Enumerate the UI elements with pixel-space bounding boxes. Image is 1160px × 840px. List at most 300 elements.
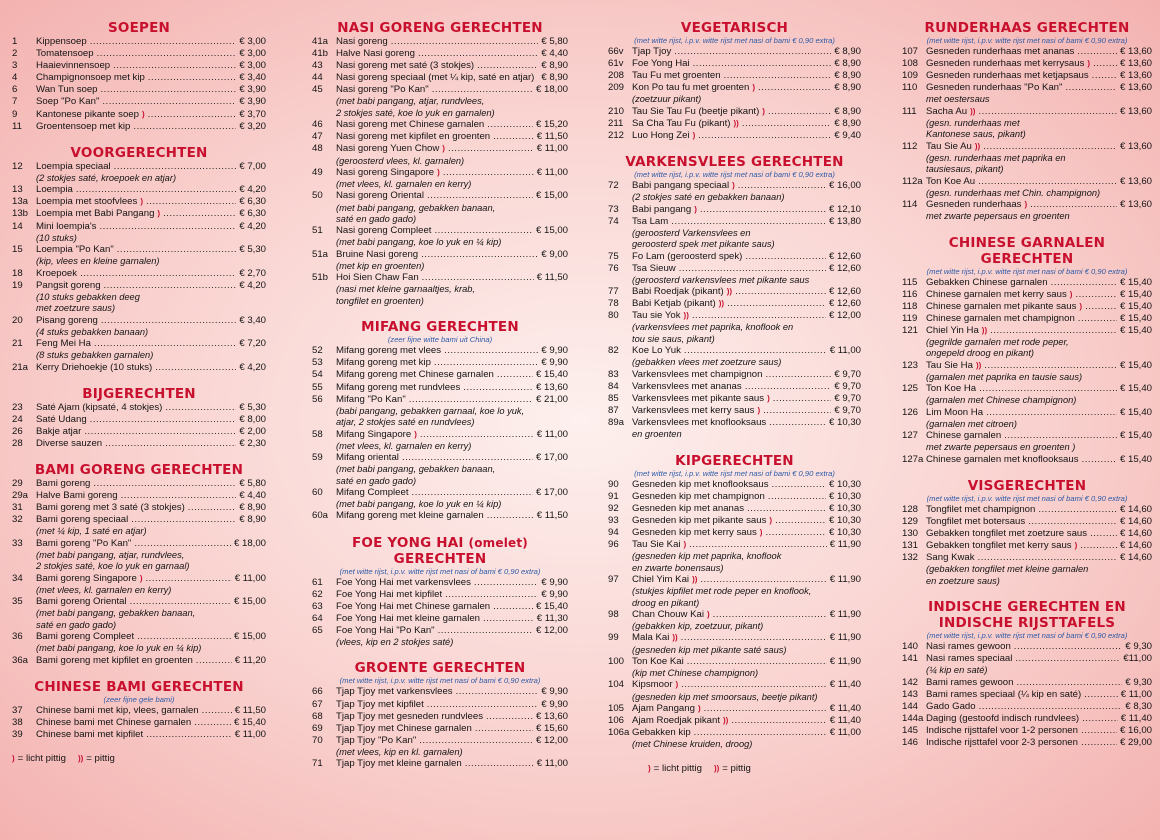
dot-leader	[474, 577, 538, 589]
dot-leader	[146, 196, 236, 208]
item-price: € 16,00	[1119, 725, 1152, 737]
menu-section	[902, 20, 1152, 223]
item-name: Soep "Po Kan"	[36, 96, 100, 108]
hot-chili-icon: ))	[733, 118, 739, 128]
item-name: Ajam Roedjak pikant	[632, 715, 720, 726]
item-number: 21	[12, 338, 23, 350]
item-description: (babi pangang, gebakken garnaal, koe lo yuk,	[336, 405, 525, 416]
dot-leader	[487, 119, 533, 131]
item-price: € 11,50	[536, 131, 568, 143]
item-name: Kerry Driehoekje (10 stuks)	[36, 361, 153, 373]
menu-item	[902, 407, 1152, 419]
dot-leader	[80, 268, 236, 280]
item-name: Ajam Pangang	[632, 702, 695, 714]
item-number: 126	[902, 406, 919, 418]
menu-item	[12, 573, 266, 585]
legend-mild-text: = licht pittig	[17, 752, 66, 764]
menu-item	[312, 48, 568, 60]
menu-item	[12, 729, 266, 741]
item-price: € 13,60	[1119, 175, 1152, 187]
dot-leader	[1051, 277, 1117, 289]
hot-chili-icon: ))	[672, 633, 678, 643]
section-note: (met witte rijst, i.p.v. witte rijst met nasi of bami € 0,90 extra)	[339, 566, 541, 576]
item-name: Varkensvlees met ananas	[632, 380, 742, 392]
item-name: Mifang goreng met rundvlees	[336, 381, 461, 393]
item-name: Chinese bami met Chinese garnalen	[36, 716, 192, 728]
dot-leader	[738, 180, 826, 192]
item-price: € 15,40	[1119, 453, 1152, 465]
item-price: € 10,30	[828, 527, 861, 538]
item-name: Haaievinnensoep	[36, 60, 111, 72]
menu-section	[608, 20, 861, 142]
item-number: 29	[12, 478, 23, 489]
menu-item	[12, 244, 266, 256]
section-title	[312, 319, 568, 335]
mild-chili-icon: )	[752, 83, 756, 93]
item-name: Tau Sie Kai	[632, 539, 681, 551]
dot-leader	[727, 298, 826, 310]
dot-leader	[735, 286, 826, 298]
item-number: 69	[312, 722, 323, 734]
dot-leader	[133, 121, 236, 133]
menu-item	[312, 510, 568, 522]
menu-column	[12, 20, 266, 764]
menu-item	[12, 161, 266, 173]
section-title	[902, 235, 1152, 267]
item-name: Tau Sie Au	[926, 140, 972, 152]
item-number: 13	[12, 184, 23, 196]
item-number: 60a	[312, 510, 329, 522]
item-number: 112	[902, 140, 918, 152]
section-title	[608, 20, 861, 36]
dot-leader	[493, 131, 534, 143]
item-name: Loempia	[36, 184, 73, 196]
dot-leader	[674, 46, 831, 58]
item-price: € 14,60	[1119, 540, 1152, 552]
hot-chili-icon: ))	[718, 299, 725, 309]
menu-item	[312, 345, 568, 357]
item-number: 108	[902, 58, 919, 70]
item-name: Hoi Sien Chaw Fan	[336, 272, 419, 284]
item-price: € 4,20	[239, 279, 266, 291]
dot-leader	[978, 552, 1117, 564]
dot-leader	[102, 96, 236, 108]
item-number: 37	[12, 704, 23, 716]
item-number: 132	[902, 552, 919, 564]
menu-item	[12, 631, 266, 643]
item-number: 12	[12, 160, 23, 172]
item-number: 31	[12, 502, 23, 514]
item-number: 66v	[608, 46, 624, 57]
item-description: (kip, vlees en kleine garnalen)	[36, 256, 160, 267]
dot-leader	[117, 244, 237, 256]
menu-item	[12, 426, 266, 438]
item-price: € 8,90	[834, 82, 861, 94]
menu-column	[608, 20, 861, 774]
item-description: ongepeld droog en pikant)	[926, 348, 1035, 359]
menu-item	[902, 677, 1152, 689]
item-number: 19	[12, 279, 23, 291]
dot-leader	[402, 452, 533, 464]
menu-item	[608, 345, 861, 357]
mild-chili-icon: )	[759, 528, 763, 537]
dot-leader	[765, 369, 831, 381]
section-note: (met witte rijst, i.p.v. witte rijst met nasi of bami € 0,90 extra)	[926, 631, 1128, 641]
item-price: € 15,40	[1119, 383, 1152, 395]
menu-item	[902, 701, 1152, 713]
item-description: (gesn. runderhaas met paprika en	[926, 152, 1066, 163]
item-number: 54	[312, 369, 323, 381]
item-number: 107	[902, 46, 919, 57]
item-number: 85	[608, 392, 619, 404]
item-price: € 11,00	[536, 428, 568, 440]
dot-leader	[93, 478, 236, 490]
item-number: 23	[12, 401, 23, 413]
menu-item	[312, 190, 568, 202]
menu-item	[902, 325, 1152, 337]
item-number: 110	[902, 82, 918, 94]
spice-legend	[608, 763, 861, 774]
dot-leader	[418, 48, 538, 60]
item-price: € 8,90	[834, 105, 861, 117]
item-price: € 3,20	[239, 120, 266, 132]
item-name: Indische rijsttafel voor 1-2 personen	[926, 725, 1078, 737]
item-name: Chinese garnalen met champignon	[926, 312, 1075, 324]
item-price: € 10,30	[828, 502, 861, 514]
item-number: 71	[312, 758, 323, 770]
dot-leader	[465, 758, 534, 770]
menu-section	[608, 453, 861, 751]
menu-item	[608, 515, 861, 527]
menu-item	[902, 199, 1152, 211]
item-price: € 16,00	[828, 180, 861, 192]
item-number: 44	[312, 72, 323, 84]
menu-item	[312, 119, 568, 131]
mild-chili-icon: )	[692, 130, 696, 140]
menu-item	[12, 280, 266, 292]
item-name: Bami rames gewoon	[926, 676, 1014, 688]
item-description: met zoetzure saus)	[36, 303, 116, 314]
menu-item	[608, 298, 861, 310]
item-name: Bami rames speciaal (¼ kip en saté)	[926, 688, 1082, 700]
menu-item	[902, 82, 1152, 94]
item-name: Tsa Sieuw	[632, 262, 676, 274]
item-name: Foe Yong Hai met Chinese garnalen	[336, 600, 491, 612]
item-name: Mala Kai	[632, 632, 670, 644]
item-price: € 4,20	[239, 184, 266, 196]
item-price: € 13,60	[1119, 199, 1152, 211]
item-number: 80	[608, 310, 619, 322]
dot-leader	[684, 345, 827, 357]
item-name: Mifang oriental	[336, 452, 399, 464]
item-number: 109	[902, 70, 919, 82]
menu-item	[12, 109, 266, 121]
item-name: Halve Nasi goreng	[336, 48, 415, 60]
dot-leader	[444, 345, 538, 357]
dot-leader	[986, 407, 1117, 419]
item-number: 14	[12, 220, 23, 232]
item-number: 2	[12, 48, 18, 60]
menu-section	[902, 599, 1152, 749]
dot-leader	[745, 251, 826, 263]
item-price: € 15,40	[1119, 300, 1152, 312]
menu-item	[902, 46, 1152, 58]
item-number: 119	[902, 312, 918, 324]
item-price: € 9,70	[834, 405, 861, 417]
item-description: (gebakken tongfilet met kleine garnalen	[926, 564, 1089, 575]
item-description: (gegrilde garnalen met rode peper,	[926, 337, 1069, 348]
item-price: € 11,90	[829, 608, 861, 620]
item-name: Foe Yong Hai "Po Kan"	[336, 624, 435, 636]
dot-leader	[163, 208, 236, 220]
item-name: Loempia met stoofvlees	[36, 196, 138, 208]
item-name: Chinese bami met kipfilet	[36, 728, 144, 740]
item-name: Nasi goreng	[336, 36, 388, 47]
item-number: 45	[312, 84, 323, 96]
item-price: € 5,30	[239, 401, 266, 413]
item-name: Bami goreng met kipfilet en groenten	[36, 654, 193, 666]
item-price: € 10,30	[828, 417, 861, 429]
item-number: 62	[312, 588, 323, 600]
item-description: (met ¼ kip, 1 saté en atjar)	[36, 526, 147, 537]
item-price: € 15,00	[233, 596, 266, 608]
item-price: € 2,00	[239, 425, 266, 437]
mild-chili-icon: )	[1074, 541, 1078, 551]
item-number: 3	[12, 60, 18, 72]
item-price: € 8,30	[1125, 701, 1152, 713]
item-description: saté en gado gado)	[36, 619, 117, 630]
item-number: 211	[608, 117, 624, 129]
item-description: saté en gado gado)	[336, 213, 417, 224]
item-number: 92	[608, 502, 619, 514]
section-title	[608, 154, 861, 170]
dot-leader	[769, 417, 826, 429]
menu-item	[12, 596, 266, 608]
item-name: Tau sie Yok	[632, 310, 681, 322]
menu-item	[12, 221, 266, 233]
menu-item	[12, 72, 266, 84]
item-price: € 11,40	[829, 679, 861, 691]
item-number: 51b	[312, 272, 329, 284]
dot-leader	[1028, 516, 1117, 528]
menu-item	[608, 574, 861, 586]
menu-item	[608, 539, 861, 551]
item-description: 2 stokjes saté, koe lo yuk en garnalen)	[336, 107, 495, 118]
item-name: Sa Cha Tau Fu (pikant)	[632, 117, 731, 129]
dot-leader	[130, 596, 231, 608]
dot-leader	[1065, 82, 1117, 94]
section-title-text: VARKENSVLEES GERECHTEN	[625, 154, 844, 171]
item-number: 98	[608, 608, 619, 620]
dot-leader	[1038, 504, 1117, 516]
item-name: Varkensvlees met pikante saus	[632, 392, 765, 404]
item-number: 89a	[608, 417, 625, 429]
dot-leader	[1082, 454, 1117, 466]
item-price: € 4,40	[541, 48, 568, 60]
menu-item	[608, 82, 861, 94]
item-name: Chiel Yin Ha	[926, 324, 979, 336]
hot-chili-icon: ))	[692, 575, 698, 584]
section-title	[608, 453, 861, 469]
menu-item	[312, 272, 568, 284]
mild-chili-icon: )	[1024, 200, 1028, 210]
item-number: 34	[12, 572, 23, 584]
dot-leader	[148, 109, 237, 121]
item-price: € 3,70	[239, 108, 266, 120]
item-description: (garnalen met paprika en tausie saus)	[926, 371, 1083, 382]
item-price: € 12,10	[828, 203, 861, 215]
dot-leader	[105, 438, 236, 450]
item-price: € 15,40	[1119, 288, 1152, 300]
item-number: 15	[12, 244, 23, 256]
item-price: € 8,90	[834, 70, 861, 82]
item-number: 75	[608, 250, 619, 262]
menu-item	[12, 208, 266, 220]
item-name: Mifang Singapore	[336, 428, 412, 440]
item-price: € 11,00	[536, 758, 568, 770]
menu-item	[312, 72, 568, 84]
item-price: € 10,30	[828, 514, 861, 526]
item-number: 99	[608, 632, 619, 644]
item-number: 73	[608, 203, 619, 215]
item-number: 104	[608, 679, 625, 691]
section-title-text: KIPGERECHTEN	[675, 452, 794, 469]
item-description: (geroosterd Varkensvlees en	[632, 227, 751, 238]
item-price: € 6,30	[239, 196, 266, 208]
item-description: tongfilet en groenten)	[336, 295, 424, 306]
dot-leader	[101, 315, 236, 327]
hot-chili-icon: ))	[975, 360, 982, 370]
item-number: 77	[608, 286, 619, 298]
dot-leader	[1014, 641, 1123, 653]
item-name: Gebakken tongfilet met kerry saus	[926, 540, 1072, 552]
item-name: Nasi goreng "Po Kan"	[336, 84, 429, 96]
item-name: Ton Koe Au	[926, 175, 976, 187]
menu-section	[12, 20, 266, 133]
item-description: (met Chinese kruiden, droog)	[632, 739, 753, 750]
item-price: € 12,60	[828, 286, 861, 298]
item-number: 78	[608, 298, 619, 310]
menu-section	[12, 679, 266, 741]
item-price: € 11,00	[1120, 688, 1152, 700]
menu-item	[12, 478, 266, 490]
item-name: Tau Sie Tau Fu (beetje pikant)	[632, 105, 760, 117]
dot-leader	[114, 161, 237, 173]
item-price: € 10,30	[828, 490, 861, 502]
menu-item	[312, 357, 568, 369]
item-price: € 21,00	[535, 393, 568, 405]
item-price: € 9,90	[541, 686, 568, 698]
item-number: 93	[608, 514, 619, 526]
item-name: Nasi goreng Yuen Chow	[336, 143, 440, 155]
dot-leader	[483, 613, 534, 625]
item-description: Kantonese saus, pikant)	[926, 129, 1026, 140]
item-name: Nasi rames gewoon	[926, 641, 1011, 653]
item-name: Fo Lam (geroosterd spek)	[632, 250, 743, 262]
menu-item	[12, 48, 266, 60]
item-description: (met babi pangang, koe lo yuk en ¼ kip)	[36, 643, 202, 654]
item-price: € 3,00	[239, 60, 266, 72]
item-number: 60	[312, 486, 323, 498]
item-price: € 3,00	[239, 48, 266, 60]
menu-item	[608, 310, 861, 322]
menu-item	[312, 382, 568, 394]
dot-leader	[202, 705, 232, 717]
menu-item	[902, 70, 1152, 82]
item-number: 131	[902, 540, 919, 552]
item-price: € 11,50	[234, 704, 266, 716]
item-name: Gesneden runderhaas	[926, 199, 1022, 211]
menu-item	[902, 504, 1152, 516]
menu-item	[312, 36, 568, 48]
item-price: € 7,20	[239, 338, 266, 350]
item-number: 59	[312, 452, 323, 464]
item-number: 66	[312, 686, 323, 698]
item-price: € 15,40	[1119, 276, 1152, 288]
item-price: € 6,30	[239, 208, 266, 220]
item-number: 94	[608, 527, 619, 538]
menu-item	[312, 60, 568, 72]
item-description: (met vlees, kl. garnalen en kerry)	[336, 440, 472, 451]
item-name: Bruine Nasi goreng	[336, 248, 419, 260]
dot-leader	[475, 723, 533, 735]
section-title-text: FOE YONG HAI	[352, 534, 464, 551]
menu-item	[312, 723, 568, 735]
dot-leader	[1090, 528, 1117, 540]
menu-item	[12, 438, 266, 450]
dot-leader	[422, 272, 534, 284]
menu-item	[12, 414, 266, 426]
mild-chili-icon: )	[1079, 301, 1083, 311]
menu-section	[312, 535, 568, 649]
dot-leader	[979, 701, 1123, 713]
menu-section	[902, 478, 1152, 587]
dot-leader	[497, 369, 533, 381]
menu-item	[608, 263, 861, 275]
menu-item	[902, 454, 1152, 466]
section-title-rest: GERECHTEN	[393, 550, 487, 567]
hot-chili-icon: ))	[726, 287, 733, 297]
dot-leader	[984, 360, 1117, 372]
item-name: Babi Roedjak (pikant)	[632, 286, 724, 298]
menu-item	[12, 121, 266, 133]
hot-chili-icon: ))	[683, 311, 689, 321]
dot-leader	[145, 573, 231, 585]
menu-item	[902, 383, 1152, 395]
item-price: € 13,60	[1119, 105, 1152, 117]
item-description: (met babi pangang, gebakken banaan,	[36, 608, 196, 619]
item-name: Daging (gestoofd indisch rundvlees)	[926, 713, 1080, 725]
dot-leader	[448, 143, 534, 155]
dot-leader	[694, 727, 827, 739]
item-description: atjar, 2 stokjes saté en rundvlees)	[336, 417, 475, 428]
item-price: € 14,60	[1119, 516, 1152, 528]
item-name: Bakje atjar	[36, 425, 82, 437]
hot-chili-icon: ))	[713, 763, 720, 773]
menu-item	[12, 490, 266, 502]
dot-leader	[493, 601, 533, 613]
item-price: € 17,00	[535, 452, 568, 464]
item-name: Chinese garnalen met knoflooksaus	[926, 453, 1079, 465]
mild-chili-icon: )	[437, 167, 440, 177]
dot-leader	[731, 715, 826, 727]
item-name: Kon Po tau fu met groenten	[632, 82, 750, 94]
item-number: 129	[902, 516, 919, 528]
item-name: Babi Ketjab (pikant)	[632, 298, 716, 310]
section-note: (met witte rijst, i.p.v. witte rijst met nasi of bami € 0,90 extra)	[926, 493, 1128, 503]
item-name: Tjap Tjoy met gesneden rundvlees	[336, 710, 484, 722]
item-number: 144	[902, 701, 919, 713]
